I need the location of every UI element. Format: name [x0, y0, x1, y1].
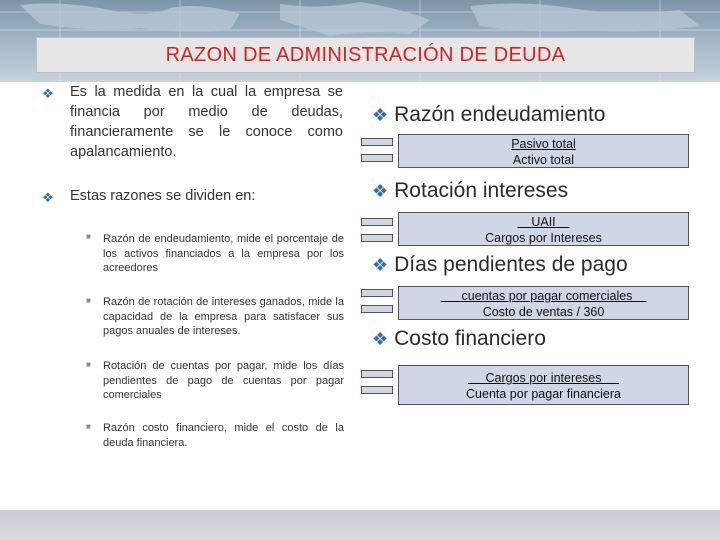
formula-denominator: Cuenta por pagar financiera [466, 387, 621, 401]
page-title: RAZON DE ADMINISTRACIÓN DE DEUDA [165, 43, 566, 66]
formula-box-payables [398, 286, 689, 320]
ratio-heading-interest [372, 179, 568, 203]
diamond-bullet-icon: ❖ [372, 329, 389, 349]
formula-tab [361, 289, 393, 297]
ratio-heading-label: Días pendientes de pago [394, 253, 628, 276]
formula-denominator: Cargos por Intereses [485, 231, 602, 245]
formula-denominator: Activo total [512, 153, 575, 167]
divide-label: Estas razones se dividen en: [70, 188, 256, 204]
formula-numerator-text: Cargos por intereses [485, 371, 602, 385]
formula-tab [361, 154, 393, 162]
formula-tab [361, 218, 393, 226]
formula-tab [361, 386, 393, 394]
diamond-bullet-icon: ❖ [372, 255, 389, 275]
formula-tab [361, 138, 393, 146]
ratio-heading-financial-cost [372, 327, 546, 351]
formula-numerator-text: UAII [531, 215, 556, 229]
formula-tab [361, 370, 393, 378]
diamond-bullet-icon: ❖ [42, 190, 54, 205]
formula-denominator: Costo de ventas / 360 [482, 305, 605, 319]
ratio-heading-debt [372, 103, 605, 127]
list-item: Razón de rotación de intereses ganados, mide la capacidad de la empresa para satisfacer sus pagos anuales de intereses. [103, 296, 344, 337]
formula-tab [361, 305, 393, 313]
formula-tab [361, 234, 393, 242]
intro-paragraph: Es la medida en la cual la empresa se financia por medio de deudas, financieramente se le conoce como apalancamiento. [70, 84, 343, 160]
formula-numerator [399, 288, 688, 304]
list-item: Rotación de cuentas por pagar, mide los días pendientes de pago de cuentas por pagar comerciales [103, 360, 344, 401]
square-bullet-icon: ■ [86, 422, 91, 431]
footer-bar [0, 510, 720, 540]
square-bullet-icon: ■ [86, 232, 91, 241]
ratio-heading-payables [372, 253, 628, 277]
diamond-bullet-icon: ❖ [372, 105, 389, 125]
formula-numerator [399, 370, 688, 386]
formula-box-debt [398, 134, 689, 168]
formula-box-financial-cost [398, 365, 689, 405]
formula-box-interest [398, 212, 689, 246]
diamond-bullet-icon: ❖ [42, 86, 54, 101]
formula-numerator: Pasivo total [511, 137, 576, 151]
formula-numerator [399, 214, 688, 230]
formula-numerator-text: cuentas por pagar comerciales [461, 289, 633, 303]
ratio-heading-label: Razón endeudamiento [394, 103, 606, 126]
ratio-heading-label: Rotación intereses [394, 179, 569, 202]
header-banner [0, 0, 720, 82]
square-bullet-icon: ■ [86, 360, 91, 369]
title-box [36, 37, 695, 73]
list-item: Razón costo financiero, mide el costo de la deuda financiera. [103, 422, 344, 449]
list-item: Razón de endeudamiento, mide el porcentaje de los activos financiados a la empresa por los acreedores [103, 233, 344, 274]
diamond-bullet-icon: ❖ [372, 181, 389, 201]
square-bullet-icon: ■ [86, 296, 91, 305]
ratio-heading-label: Costo financiero [394, 327, 546, 350]
